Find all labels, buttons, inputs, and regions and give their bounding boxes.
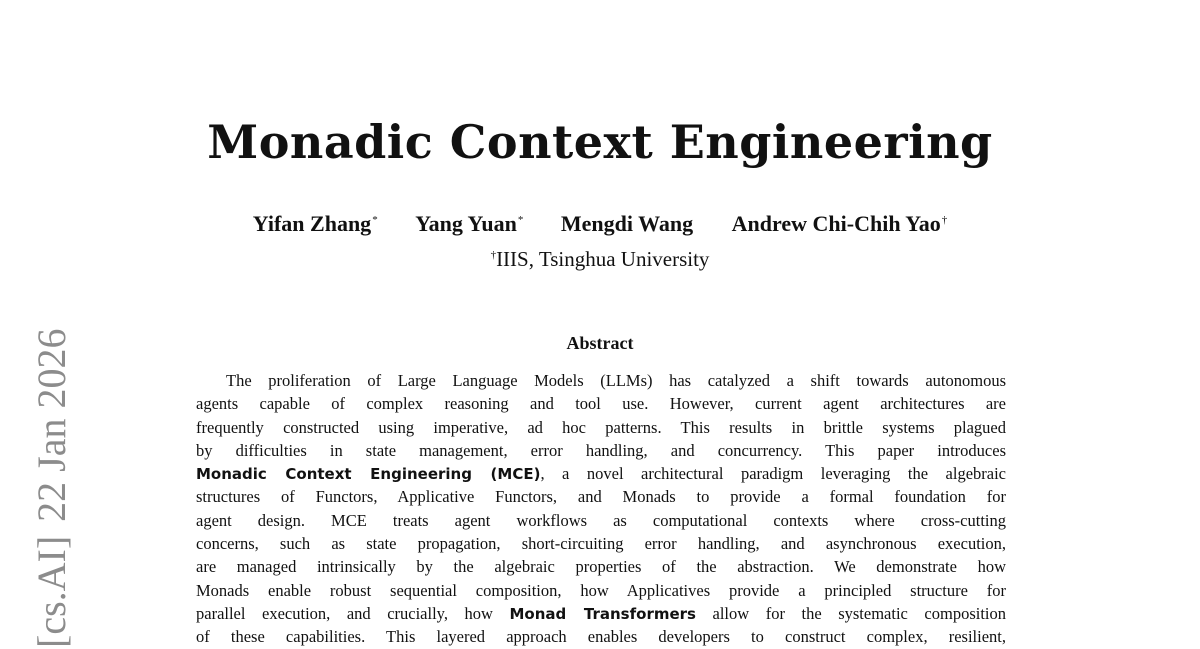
author-mark: *: [372, 214, 378, 226]
affiliation-mark: †: [490, 249, 497, 261]
abstract-line: concerns, such as state propagation, short-circuiting error handling, and asynchronous execution,: [196, 534, 1006, 554]
author: [415, 211, 523, 237]
abstract-line: [196, 462, 1006, 485]
abstract-line: structures of Functors, Applicative Functors, and Monads to provide a formal foundation for: [196, 487, 1006, 507]
mce-term: Monadic Context Engineering (MCE): [196, 465, 541, 484]
author-name: Yang Yuan: [415, 211, 517, 236]
abstract-line: [196, 602, 1006, 625]
abstract-line-text: allow for the systematic composition: [695, 603, 1006, 623]
author: [561, 211, 694, 237]
author-name: Andrew Chi-Chih Yao: [731, 211, 941, 236]
author-mark: *: [517, 214, 524, 226]
arxiv-date: 22 Jan 2026: [29, 328, 74, 522]
author-name: Yifan Zhang: [252, 211, 372, 236]
author: [253, 211, 378, 237]
abstract-line: The proliferation of Large Language Models (LLMs) has catalyzed a shift towards autonomous: [226, 371, 1006, 390]
abstract-line: are managed intrinsically by the algebraic properties of the abstraction. We demonstrate how: [196, 557, 1006, 577]
abstract-line: agents capable of complex reasoning and tool use. However, current agent architectures are: [196, 394, 1006, 414]
author-mark: †: [941, 214, 948, 226]
abstract-heading: Abstract: [566, 333, 634, 353]
affiliation: [0, 247, 1200, 272]
abstract-line: frequently constructed using imperative, ad hoc patterns. This results in brittle systems plagued: [196, 417, 1006, 437]
author: [732, 211, 948, 237]
abstract-line-text: parallel execution, and crucially, how: [196, 603, 510, 623]
abstract-line: of these capabilities. This layered approach enables developers to construct complex, resilient,: [196, 627, 1006, 647]
abstract-line-text: , a novel architectural paradigm leveraging the algebraic: [540, 464, 1006, 484]
abstract-body: [196, 369, 1006, 649]
abstract-line: Monads enable robust sequential composition, how Applicatives provide a principled structure for: [196, 580, 1006, 600]
affiliation-text: IIIS, Tsinghua University: [496, 247, 710, 271]
paper-title: Monadic Context Engineering: [207, 115, 993, 169]
monad-transformers-term: Monad Transformers: [509, 604, 696, 623]
author-list: [0, 211, 1200, 237]
abstract-line: agent design. MCE treats agent workflows as computational contexts where cross-cutting: [196, 510, 1006, 530]
abstract-line: by difficulties in state management, error handling, and concurrency. This paper introduces: [196, 440, 1006, 460]
author-name: Mengdi Wang: [560, 211, 694, 236]
arxiv-identifier-stamp: [29, 315, 74, 649]
arxiv-category: [cs.AI]: [29, 535, 74, 648]
